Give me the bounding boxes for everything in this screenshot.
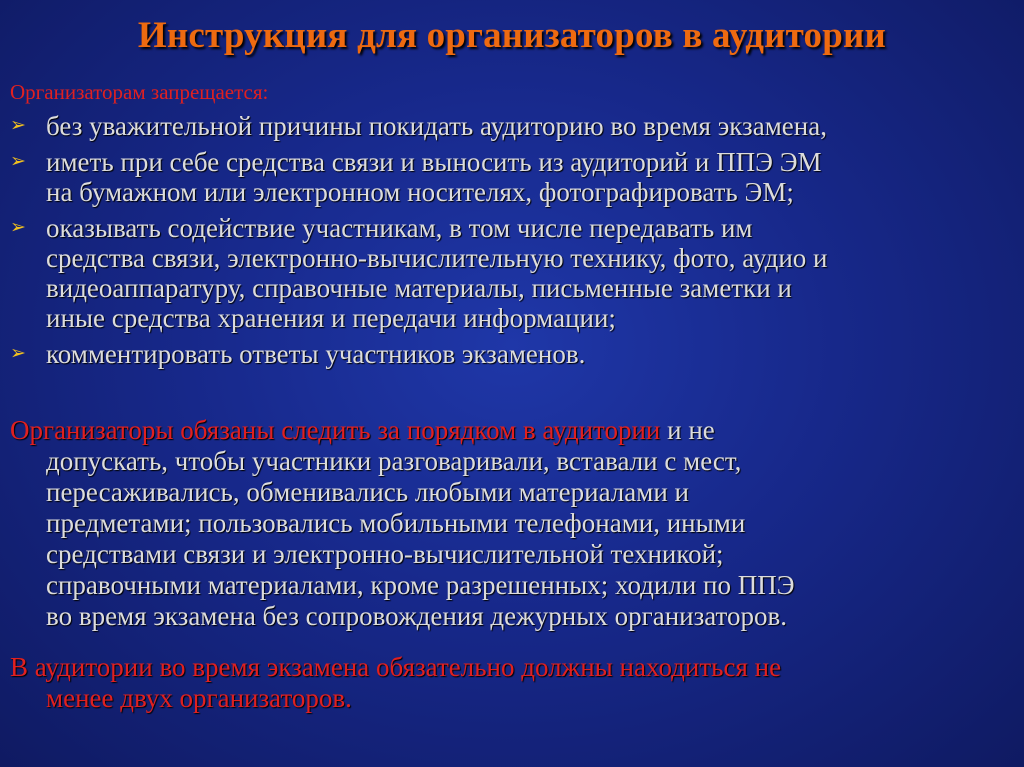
duty-line: пересаживались, обменивались любыми материалами и bbox=[46, 477, 689, 507]
list-item bbox=[10, 111, 1020, 141]
list-item-line: иметь при себе средства связи и выносить из аудиторий и ППЭ ЭМ bbox=[46, 147, 822, 177]
list-item-line: оказывать содействие участникам, в том числе передавать им bbox=[46, 213, 753, 243]
arrow-bullet-icon: ➢ bbox=[10, 151, 26, 172]
list-item bbox=[10, 213, 1020, 333]
duty-line: средствами связи и электронно-вычислительной техникой; bbox=[46, 539, 724, 569]
list-item-line: средства связи, электронно-вычислительную технику, фото, аудио и bbox=[46, 243, 828, 273]
list-item-line: на бумажном или электронном носителях, фотографировать ЭМ; bbox=[46, 177, 794, 207]
duty-first-line-rest: и не bbox=[660, 415, 715, 445]
duty-first-line bbox=[10, 415, 1020, 446]
arrow-bullet-icon: ➢ bbox=[10, 217, 26, 238]
prohibited-subheading: Организаторам запрещается: bbox=[10, 80, 269, 104]
duty-highlight: Организаторы обязаны следить за порядком в аудитории bbox=[10, 415, 661, 445]
list-item bbox=[10, 147, 1020, 207]
final-line: В аудитории во время экзамена обязательно должны находиться не bbox=[10, 652, 782, 682]
final-paragraph bbox=[10, 652, 1020, 714]
list-item-line: без уважительной причины покидать аудиторию во время экзамена, bbox=[46, 111, 827, 141]
prohibited-list bbox=[10, 111, 1020, 375]
duty-line: допускать, чтобы участники разговаривали, вставали с мест, bbox=[46, 446, 742, 476]
list-item-line: иные средства хранения и передачи информации; bbox=[46, 303, 616, 333]
arrow-bullet-icon: ➢ bbox=[10, 343, 26, 364]
duty-paragraph bbox=[10, 415, 1020, 632]
list-item bbox=[10, 339, 1020, 369]
arrow-bullet-icon: ➢ bbox=[10, 115, 26, 136]
duty-line: во время экзамена без сопровождения дежурных организаторов. bbox=[46, 601, 787, 631]
list-item-line: видеоаппаратуру, справочные материалы, письменные заметки и bbox=[46, 273, 792, 303]
final-line: менее двух организаторов. bbox=[46, 683, 352, 713]
slide-title: Инструкция для организаторов в аудитории bbox=[137, 15, 887, 56]
duty-line: предметами; пользовались мобильными телефонами, иными bbox=[46, 508, 746, 538]
list-item-line: комментировать ответы участников экзаменов. bbox=[46, 339, 586, 369]
duty-line: справочными материалами, кроме разрешенных; ходили по ППЭ bbox=[46, 570, 795, 600]
